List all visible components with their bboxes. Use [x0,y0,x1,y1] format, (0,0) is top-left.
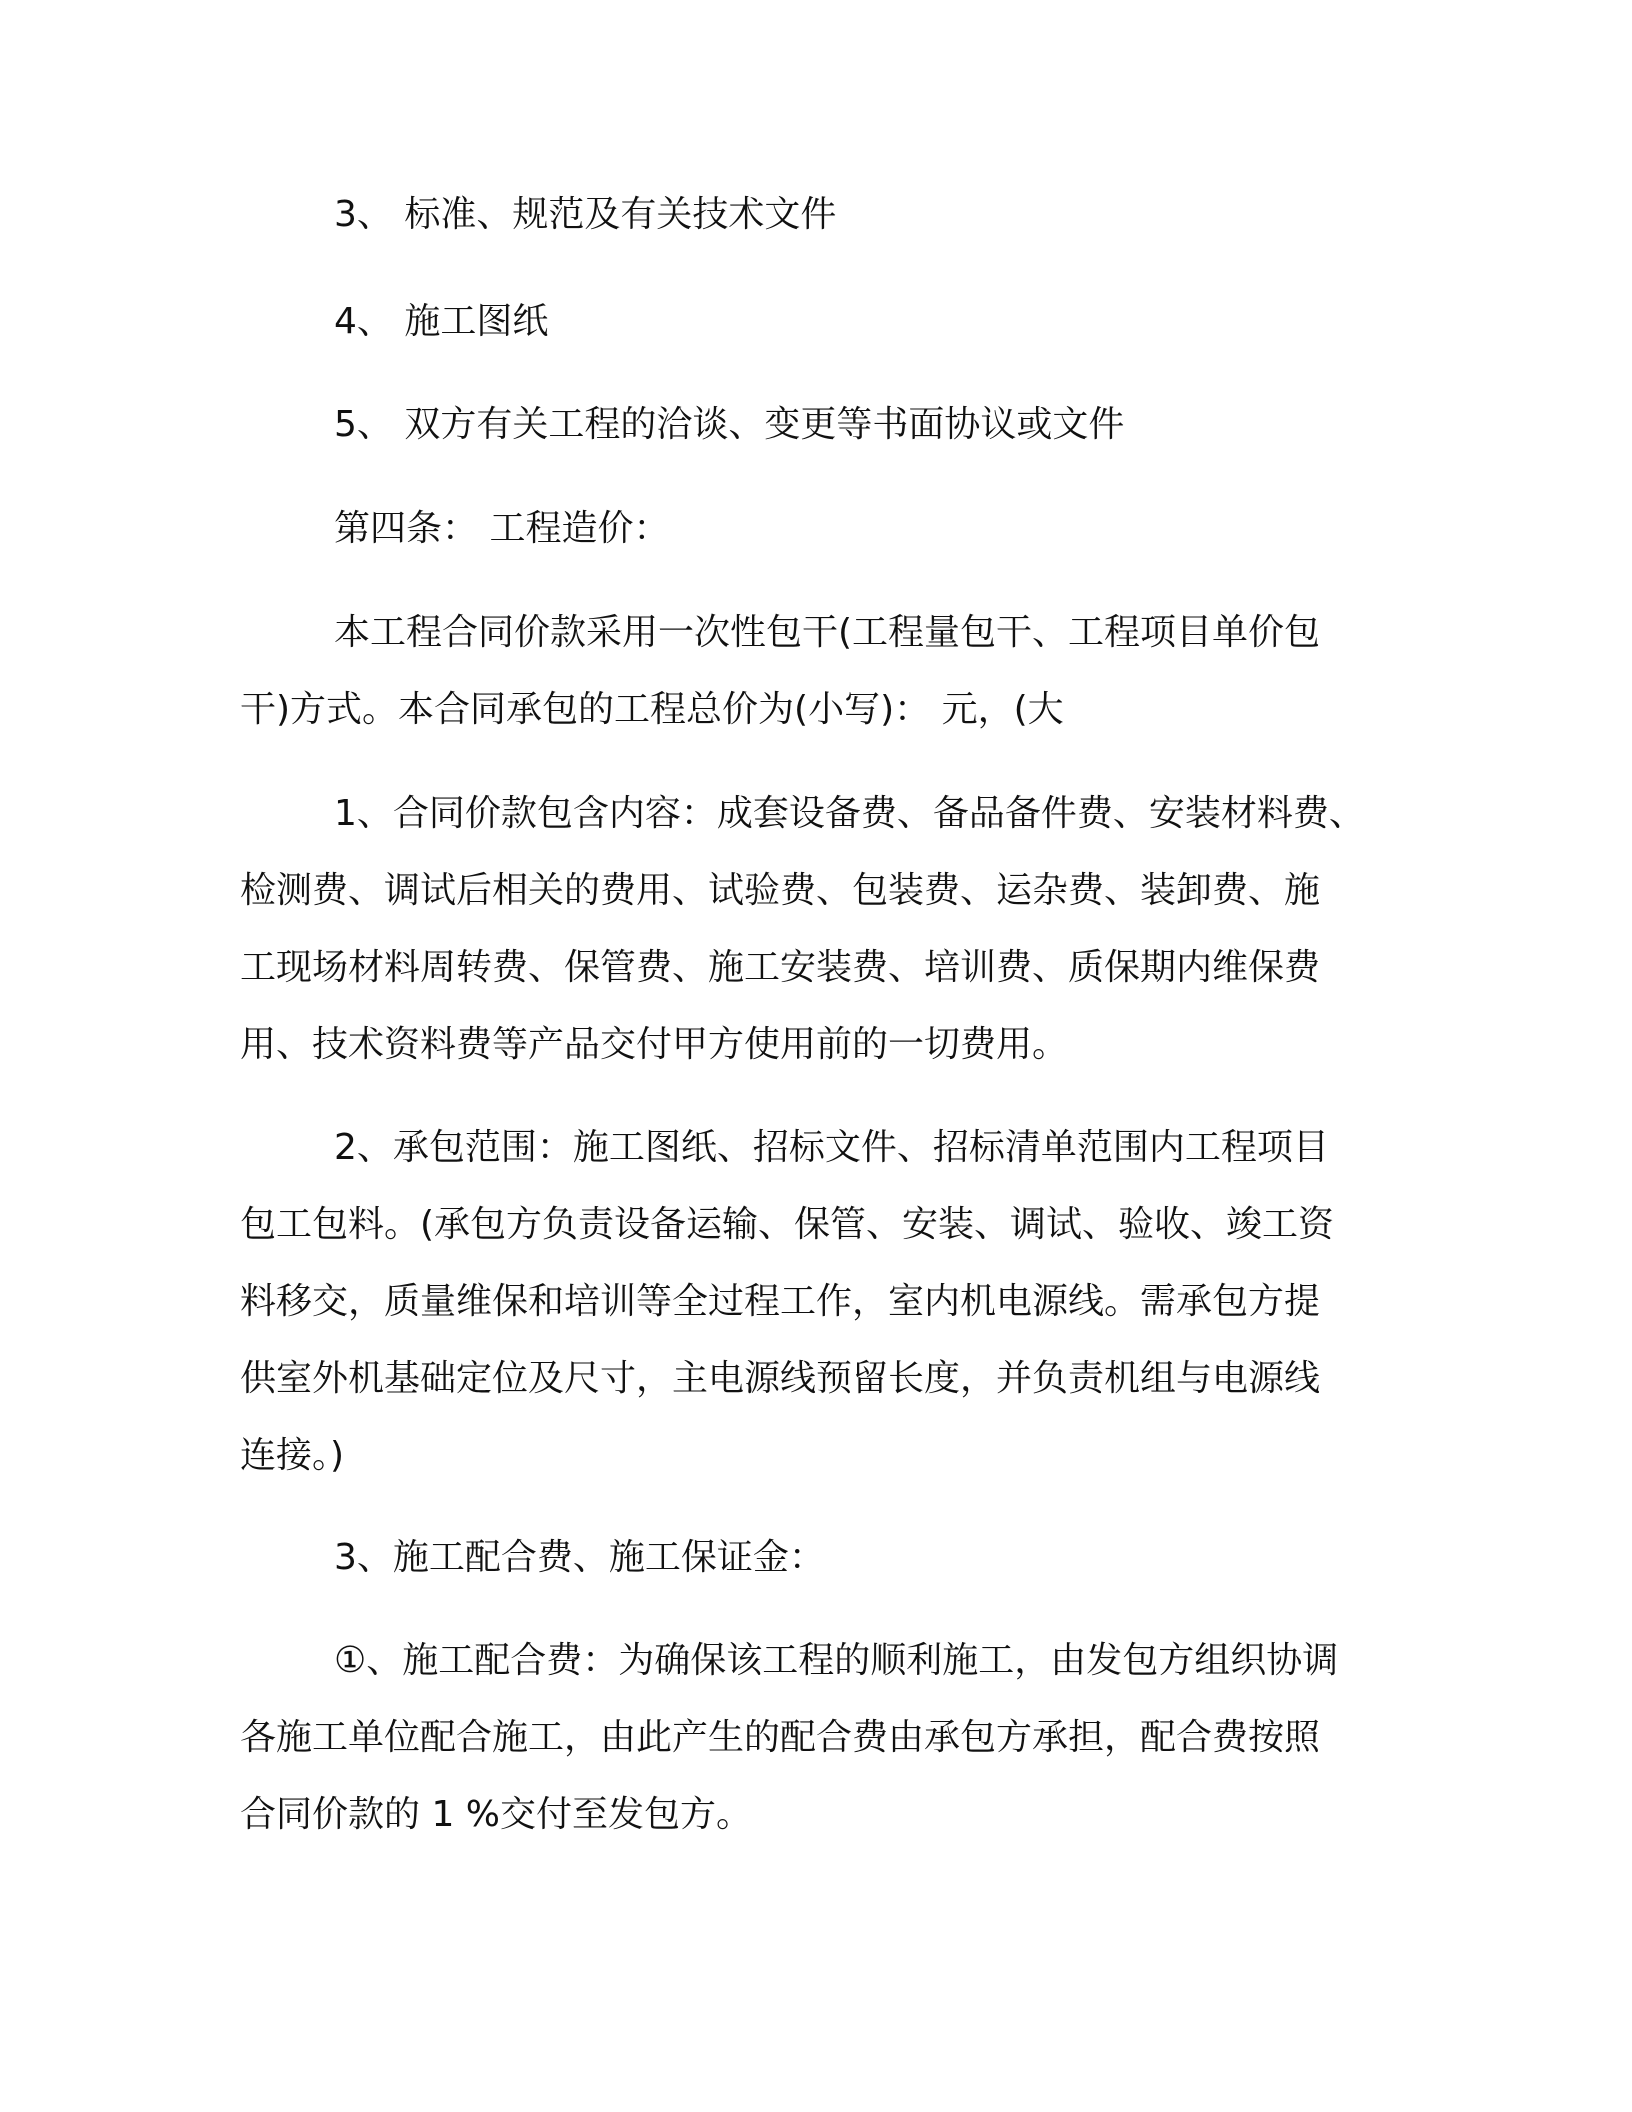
article-4-heading [240,490,1380,567]
text-line: 工现场材料周转费、保管费、施工安装费、培训费、质保期内维保费 [240,947,1321,988]
text-line: 合同价款的 1 %交付至发包方。 [240,1794,752,1835]
text-line: 第四条： 工程造价： [334,508,670,549]
text-line: 1、合同价款包含内容：成套设备费、备品备件费、安装材料费、 [334,793,1365,834]
text-line: 供室外机基础定位及尺寸，主电源线预留长度，并负责机组与电源线 [240,1358,1321,1399]
item-3-standards [240,176,1380,253]
text-line: 2、承包范围：施工图纸、招标文件、招标清单范围内工程项目 [334,1127,1329,1168]
text-line: ①、施工配合费：为确保该工程的顺利施工，由发包方组织协调 [334,1640,1339,1681]
text-line: 4、 施工图纸 [334,301,549,342]
text-line: 各施工单位配合施工，由此产生的配合费由承包方承担，配合费按照 [240,1717,1321,1758]
item-4-drawings [240,283,1380,360]
item-5-agreements [240,386,1380,463]
text-line: 连接。) [240,1435,345,1476]
contract-price-paragraph [240,594,1380,748]
text-line: 料移交，质量维保和培训等全过程工作，室内机电源线。需承包方提 [240,1281,1321,1322]
text-line: 包工包料。(承包方负责设备运输、保管、安装、调试、验收、竣工资 [240,1204,1335,1245]
text-line: 干)方式。本合同承包的工程总价为(小写)： 元，(大 [240,689,1064,730]
text-line: 3、 标准、规范及有关技术文件 [334,194,837,235]
text-line: 3、施工配合费、施工保证金： [334,1537,825,1578]
text-line: 检测费、调试后相关的费用、试验费、包装费、运杂费、装卸费、施 [240,870,1321,911]
price-contents-paragraph [240,775,1380,1083]
scope-paragraph [240,1109,1380,1494]
coordination-fee-paragraph [240,1622,1380,1853]
text-line: 本工程合同价款采用一次性包干(工程量包干、工程项目单价包 [334,612,1321,653]
fees-heading [240,1519,1380,1596]
text-line: 5、 双方有关工程的洽谈、变更等书面协议或文件 [334,404,1125,445]
text-line: 用、技术资料费等产品交付甲方使用前的一切费用。 [240,1024,1069,1065]
